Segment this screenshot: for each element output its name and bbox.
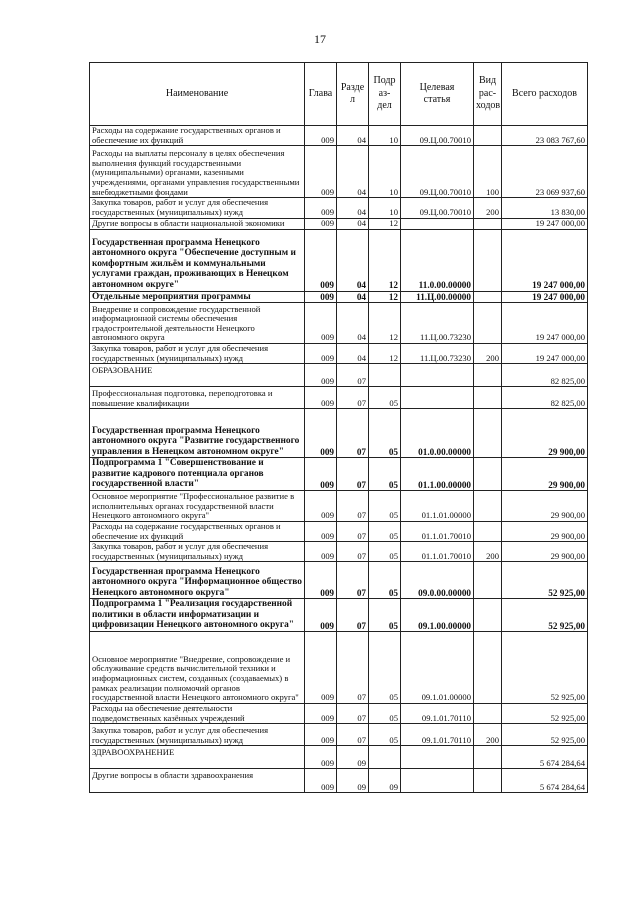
cell-podrazdel: 05	[369, 458, 401, 491]
table-row	[90, 724, 588, 746]
cell-razdel: 04	[337, 344, 369, 364]
cell-name: Расходы на содержание государственных органов и обеспечение их функций	[90, 126, 305, 146]
cell-razdel: 07	[337, 387, 369, 409]
cell-razdel: 07	[337, 364, 369, 387]
cell-vid	[474, 703, 502, 723]
cell-celevaya: 09.Ц.00.70010	[401, 198, 474, 218]
cell-name: Закупка товаров, работ и услуг для обеспечения государственных (муниципальных) нужд	[90, 724, 305, 746]
cell-name: Расходы на обеспечение деятельности подведомственных казённых учреждений	[90, 703, 305, 723]
cell-amount: 19 247 000,00	[502, 344, 588, 364]
cell-name: Другие вопросы в области здравоохранения	[90, 769, 305, 793]
cell-celevaya: 01.1.01.70010	[401, 542, 474, 562]
cell-vid	[474, 458, 502, 491]
cell-glava: 009	[305, 458, 337, 491]
cell-podrazdel: 12	[369, 344, 401, 364]
cell-razdel: 07	[337, 703, 369, 723]
cell-glava: 009	[305, 387, 337, 409]
cell-amount: 52 925,00	[502, 599, 588, 632]
cell-podrazdel: 05	[369, 521, 401, 541]
cell-name: Подпрограмма 1 "Реализация государственной политики в области информатизации и цифровизации Ненецкого автономного округа"	[90, 599, 305, 632]
cell-amount: 19 247 000,00	[502, 291, 588, 303]
table-row	[90, 542, 588, 562]
table-row	[90, 562, 588, 599]
table-row	[90, 409, 588, 458]
cell-celevaya: 01.1.01.70010	[401, 521, 474, 541]
cell-vid	[474, 387, 502, 409]
cell-name: Профессиональная подготовка, переподготовка и повышение квалификации	[90, 387, 305, 409]
table-row	[90, 229, 588, 291]
cell-name: Подпрограмма 1 "Совершенствование и развитие кадрового потенциала органов государственной власти"	[90, 458, 305, 491]
cell-celevaya	[401, 769, 474, 793]
cell-vid	[474, 521, 502, 541]
cell-podrazdel: 05	[369, 542, 401, 562]
cell-glava: 009	[305, 542, 337, 562]
table-row	[90, 631, 588, 703]
table-row	[90, 746, 588, 769]
table-row	[90, 344, 588, 364]
cell-celevaya: 11.0.00.00000	[401, 229, 474, 291]
cell-podrazdel: 05	[369, 631, 401, 703]
cell-celevaya: 01.0.00.00000	[401, 409, 474, 458]
header-razdel: Разде л	[337, 63, 369, 126]
cell-razdel: 09	[337, 746, 369, 769]
cell-podrazdel: 05	[369, 562, 401, 599]
cell-amount: 5 674 284,64	[502, 746, 588, 769]
cell-amount: 52 925,00	[502, 562, 588, 599]
cell-glava: 009	[305, 344, 337, 364]
cell-glava: 009	[305, 521, 337, 541]
page-number: 17	[314, 32, 326, 46]
cell-amount: 19 247 000,00	[502, 229, 588, 291]
cell-razdel: 07	[337, 599, 369, 632]
table-row	[90, 387, 588, 409]
cell-podrazdel: 05	[369, 409, 401, 458]
header-vid: Вид рас- ходов	[474, 63, 502, 126]
cell-glava: 009	[305, 746, 337, 769]
cell-amount: 52 925,00	[502, 724, 588, 746]
cell-vid: 200	[474, 542, 502, 562]
table-row	[90, 198, 588, 218]
cell-amount: 23 069 937,60	[502, 146, 588, 198]
header-podrazdel: Подр аз- дел	[369, 63, 401, 126]
cell-vid: 200	[474, 724, 502, 746]
table-row	[90, 146, 588, 198]
cell-podrazdel: 05	[369, 703, 401, 723]
cell-glava: 009	[305, 724, 337, 746]
cell-vid	[474, 364, 502, 387]
cell-name: Государственная программа Ненецкого автономного округа "Развитие государственного управления в Ненецком автономном округе"	[90, 409, 305, 458]
cell-name: Государственная программа Ненецкого автономного округа "Информационное общество Ненецкого автономного округа"	[90, 562, 305, 599]
cell-podrazdel: 10	[369, 126, 401, 146]
cell-vid: 200	[474, 198, 502, 218]
cell-name: Закупка товаров, работ и услуг для обеспечения государственных (муниципальных) нужд	[90, 198, 305, 218]
cell-celevaya: 11.Ц.00.00000	[401, 291, 474, 303]
cell-celevaya: 01.1.00.00000	[401, 458, 474, 491]
cell-razdel: 04	[337, 218, 369, 229]
cell-name: Другие вопросы в области национальной экономики	[90, 218, 305, 229]
cell-amount: 23 083 767,60	[502, 126, 588, 146]
cell-glava: 009	[305, 146, 337, 198]
cell-vid	[474, 562, 502, 599]
cell-name: Отдельные мероприятия программы	[90, 291, 305, 303]
table-row	[90, 126, 588, 146]
cell-amount: 29 900,00	[502, 409, 588, 458]
cell-vid	[474, 746, 502, 769]
cell-amount: 19 247 000,00	[502, 303, 588, 344]
table-row	[90, 291, 588, 303]
cell-podrazdel: 12	[369, 303, 401, 344]
cell-vid	[474, 303, 502, 344]
cell-razdel: 09	[337, 769, 369, 793]
cell-name: Внедрение и сопровождение государственной информационной системы обеспечения градостроительной деятельности Ненецкого автономного округа	[90, 303, 305, 344]
table-row	[90, 490, 588, 521]
cell-razdel: 07	[337, 562, 369, 599]
cell-name: Основное мероприятие "Профессиональное развитие в исполнительных органах государственной власти Ненецкого автономного округа"	[90, 490, 305, 521]
table-row	[90, 364, 588, 387]
cell-amount: 82 825,00	[502, 387, 588, 409]
cell-vid	[474, 126, 502, 146]
cell-celevaya: 09.0.00.00000	[401, 562, 474, 599]
cell-razdel: 07	[337, 409, 369, 458]
cell-amount: 29 900,00	[502, 458, 588, 491]
cell-celevaya: 09.1.01.70110	[401, 703, 474, 723]
cell-glava: 009	[305, 409, 337, 458]
cell-podrazdel: 05	[369, 387, 401, 409]
cell-podrazdel: 10	[369, 198, 401, 218]
cell-amount: 29 900,00	[502, 521, 588, 541]
cell-vid	[474, 490, 502, 521]
cell-glava: 009	[305, 218, 337, 229]
cell-glava: 009	[305, 562, 337, 599]
cell-glava: 009	[305, 126, 337, 146]
header-total: Всего расходов	[502, 63, 588, 126]
cell-vid	[474, 409, 502, 458]
cell-celevaya: 11.Ц.00.73230	[401, 344, 474, 364]
cell-amount: 13 830,00	[502, 198, 588, 218]
cell-razdel: 07	[337, 458, 369, 491]
cell-razdel: 07	[337, 521, 369, 541]
cell-glava: 009	[305, 303, 337, 344]
table-row	[90, 599, 588, 632]
cell-celevaya: 09.1.00.00000	[401, 599, 474, 632]
cell-name: ЗДРАВООХРАНЕНИЕ	[90, 746, 305, 769]
cell-razdel: 07	[337, 542, 369, 562]
cell-vid	[474, 229, 502, 291]
cell-name: Расходы на выплаты персоналу в целях обеспечения выполнения функций государственными (муниципальными) органами, казенными учреждениями, органами управления государственными внебюджетными фондами	[90, 146, 305, 198]
cell-glava: 009	[305, 291, 337, 303]
cell-glava: 009	[305, 490, 337, 521]
cell-vid	[474, 291, 502, 303]
cell-razdel: 04	[337, 146, 369, 198]
cell-razdel: 07	[337, 724, 369, 746]
cell-podrazdel: 12	[369, 218, 401, 229]
cell-celevaya: 09.Ц.00.70010	[401, 146, 474, 198]
budget-table	[89, 62, 588, 793]
cell-razdel: 04	[337, 126, 369, 146]
table-row	[90, 218, 588, 229]
cell-amount: 5 674 284,64	[502, 769, 588, 793]
cell-vid	[474, 631, 502, 703]
cell-razdel: 04	[337, 229, 369, 291]
cell-name: Закупка товаров, работ и услуг для обеспечения государственных (муниципальных) нужд	[90, 542, 305, 562]
cell-name: ОБРАЗОВАНИЕ	[90, 364, 305, 387]
cell-glava: 009	[305, 703, 337, 723]
header-name: Наименование	[90, 63, 305, 126]
cell-amount: 29 900,00	[502, 542, 588, 562]
cell-podrazdel: 05	[369, 724, 401, 746]
cell-glava: 009	[305, 599, 337, 632]
cell-razdel: 04	[337, 198, 369, 218]
cell-celevaya	[401, 364, 474, 387]
cell-glava: 009	[305, 198, 337, 218]
cell-celevaya: 09.Ц.00.70010	[401, 126, 474, 146]
cell-podrazdel	[369, 364, 401, 387]
cell-glava: 009	[305, 631, 337, 703]
cell-amount: 29 900,00	[502, 490, 588, 521]
cell-razdel: 04	[337, 291, 369, 303]
cell-glava: 009	[305, 769, 337, 793]
cell-celevaya: 09.1.01.00000	[401, 631, 474, 703]
cell-amount: 19 247 000,00	[502, 218, 588, 229]
cell-celevaya	[401, 387, 474, 409]
cell-celevaya	[401, 746, 474, 769]
cell-celevaya: 11.Ц.00.73230	[401, 303, 474, 344]
table-row	[90, 521, 588, 541]
cell-name: Закупка товаров, работ и услуг для обеспечения государственных (муниципальных) нужд	[90, 344, 305, 364]
cell-name: Расходы на содержание государственных органов и обеспечение их функций	[90, 521, 305, 541]
cell-amount: 52 925,00	[502, 631, 588, 703]
cell-name: Государственная программа Ненецкого автономного округа "Обеспечение доступным и комфортным жильём и коммунальными услугами граждан, проживающих в Ненецком автономном округе"	[90, 229, 305, 291]
cell-glava: 009	[305, 364, 337, 387]
cell-amount: 82 825,00	[502, 364, 588, 387]
table-row	[90, 769, 588, 793]
cell-celevaya: 09.1.01.70110	[401, 724, 474, 746]
header-celevaya: Целевая статья	[401, 63, 474, 126]
cell-podrazdel: 12	[369, 291, 401, 303]
header-glava: Глава	[305, 63, 337, 126]
cell-podrazdel: 10	[369, 146, 401, 198]
cell-celevaya: 01.1.01.00000	[401, 490, 474, 521]
cell-podrazdel: 05	[369, 599, 401, 632]
cell-podrazdel: 09	[369, 769, 401, 793]
header-row	[90, 63, 588, 126]
cell-celevaya	[401, 218, 474, 229]
cell-vid	[474, 599, 502, 632]
cell-podrazdel	[369, 746, 401, 769]
table-row	[90, 303, 588, 344]
cell-podrazdel: 05	[369, 490, 401, 521]
cell-razdel: 07	[337, 490, 369, 521]
cell-podrazdel: 12	[369, 229, 401, 291]
cell-vid	[474, 769, 502, 793]
table-row	[90, 458, 588, 491]
cell-name: Основное мероприятие "Внедрение, сопровождение и обслуживание средств вычислительной техники и информационных систем, созданных (создаваемых) в рамках реализации полномочий органов государственной власти Ненецкого автономного округа"	[90, 631, 305, 703]
cell-vid: 100	[474, 146, 502, 198]
table-row	[90, 703, 588, 723]
cell-vid	[474, 218, 502, 229]
cell-razdel: 04	[337, 303, 369, 344]
cell-glava: 009	[305, 229, 337, 291]
cell-amount: 52 925,00	[502, 703, 588, 723]
cell-vid: 200	[474, 344, 502, 364]
cell-razdel: 07	[337, 631, 369, 703]
